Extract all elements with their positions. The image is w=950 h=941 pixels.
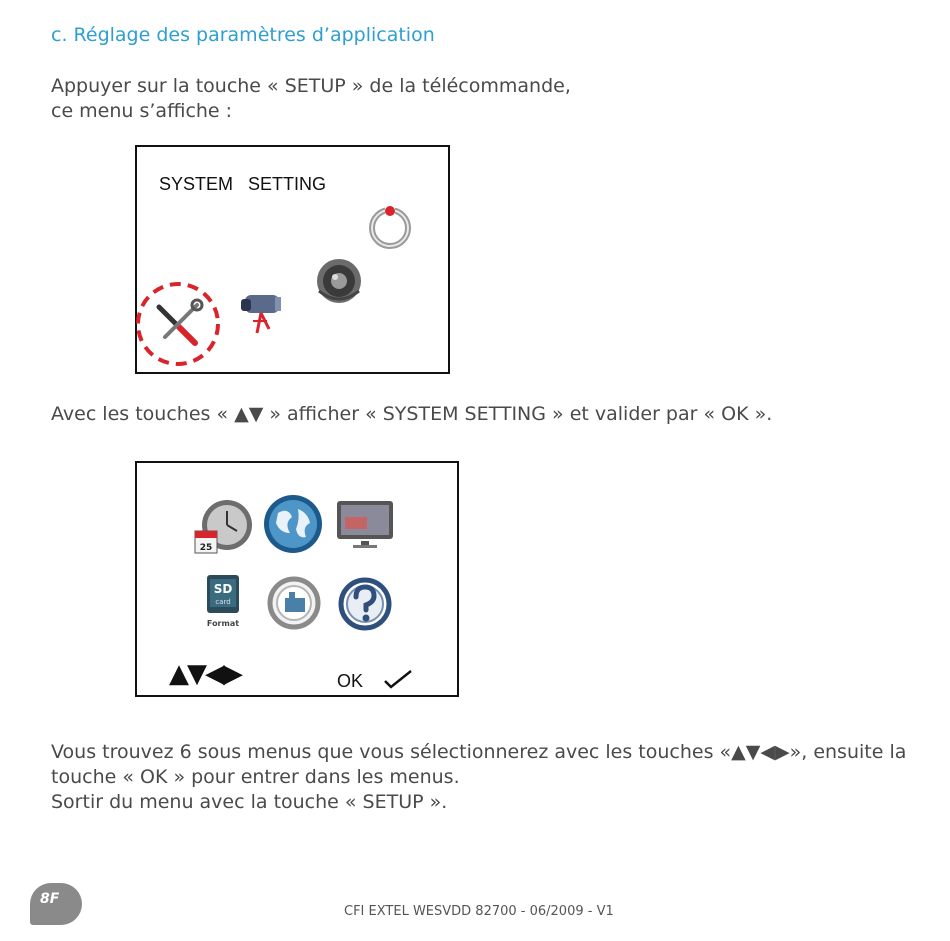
intro-paragraph bbox=[51, 74, 571, 124]
sd-label: SD bbox=[213, 582, 233, 596]
setup-menu-screen bbox=[135, 145, 450, 374]
outro-paragraph bbox=[51, 740, 906, 815]
globe-icon bbox=[262, 493, 324, 555]
tv-icon bbox=[335, 499, 397, 551]
system-setting-screen bbox=[135, 461, 459, 697]
tools-icon bbox=[135, 279, 225, 369]
speaker-icon bbox=[313, 255, 365, 307]
outro-line-1: Vous trouvez 6 sous menus que vous sélectionnerez avec les touches «▲▼◀▶», ensuite la bbox=[51, 741, 907, 763]
intro-line-2: ce menu s’affiche : bbox=[51, 100, 233, 122]
ok-label: OK bbox=[337, 671, 364, 691]
instruction-text: Avec les touches « ▲▼ » afficher « SYSTEM SETTING » et valider par « OK ». bbox=[51, 403, 773, 425]
setup-menu-title: SYSTEM SETTING bbox=[159, 174, 327, 194]
calendar-day: 25 bbox=[199, 543, 213, 553]
section-heading: c. Réglage des paramètres d’application bbox=[51, 24, 435, 46]
camera-icon bbox=[233, 285, 289, 341]
clock-calendar-icon bbox=[191, 497, 253, 559]
document-reference: CFI EXTEL WESVDD 82700 - 06/2009 - V1 bbox=[344, 904, 614, 919]
reset-icon bbox=[265, 574, 323, 632]
nav-arrows: ▲▼◀▶ bbox=[169, 659, 241, 689]
help-icon bbox=[336, 575, 394, 633]
page-badge bbox=[30, 883, 82, 925]
sd-sub-label: card bbox=[215, 598, 231, 606]
intro-line-1: Appuyer sur la touche « SETUP » de la télécommande, bbox=[51, 75, 571, 97]
format-label: Format bbox=[206, 619, 240, 628]
page-number: 8F bbox=[40, 891, 60, 907]
power-icon bbox=[365, 201, 415, 251]
outro-line-3: Sortir du menu avec la touche « SETUP ». bbox=[51, 791, 448, 813]
outro-line-2: touche « OK » pour entrer dans les menus. bbox=[51, 766, 460, 788]
checkmark-icon bbox=[383, 669, 413, 689]
sd-format-icon bbox=[201, 573, 249, 633]
